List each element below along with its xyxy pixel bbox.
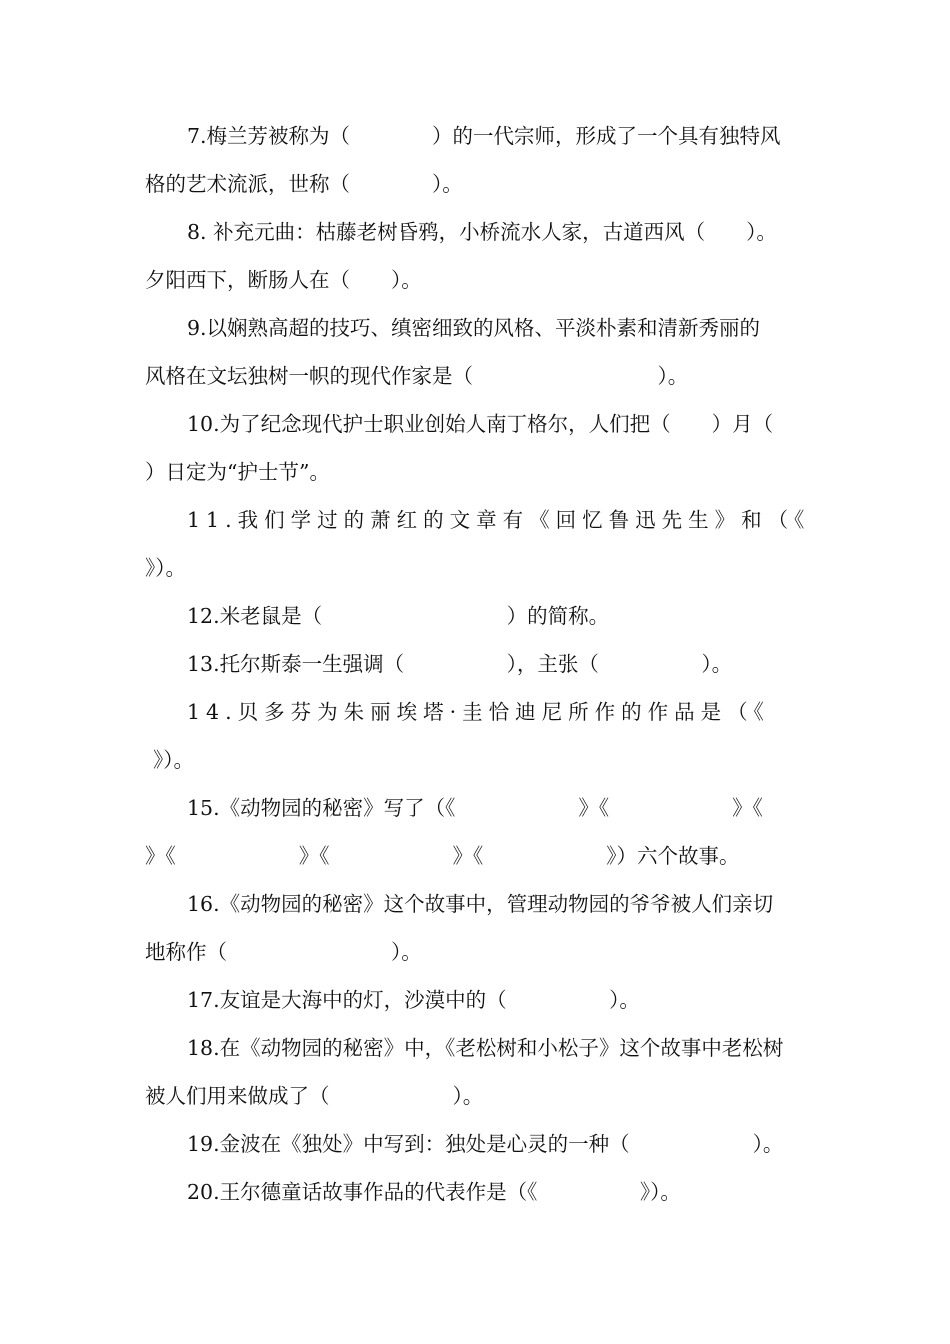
question-line: 11.我们学过的萧红的文章有《回忆鲁迅先生》和（《 — [187, 508, 810, 532]
question-line-continued: 地称作（ ）。 — [145, 940, 422, 964]
question-line-continued: 》）。 — [153, 748, 194, 772]
question-9 — [145, 304, 810, 400]
question-line-continued: 格的艺术流派，世称（ ）。 — [145, 172, 463, 196]
question-17 — [145, 976, 810, 1024]
question-line: 12.米老鼠是（ ）的简称。 — [187, 604, 610, 628]
question-line: 13.托尔斯泰一生强调（ ），主张（ ）。 — [187, 652, 733, 676]
question-16 — [145, 880, 810, 976]
question-line: 9.以娴熟高超的技巧、缜密细致的风格、平淡朴素和清新秀丽的 — [187, 316, 761, 340]
question-line: 20.王尔德童话故事作品的代表作是（《 》）。 — [187, 1180, 681, 1204]
question-line: 7.梅兰芳被称为（ ）的一代宗师，形成了一个具有独特风 — [187, 124, 781, 148]
question-7 — [145, 112, 810, 208]
question-line: 17.友谊是大海中的灯，沙漠中的（ ）。 — [187, 988, 640, 1012]
question-line-continued: 夕阳西下，断肠人在（ ）。 — [145, 268, 422, 292]
question-13 — [145, 640, 810, 688]
question-line: 16.《动物园的秘密》这个故事中，管理动物园的爷爷被人们亲切 — [187, 892, 774, 916]
question-20 — [145, 1168, 810, 1216]
question-line-continued: ）日定为“护士节”。 — [145, 460, 330, 484]
question-18 — [145, 1024, 810, 1120]
question-19 — [145, 1120, 810, 1168]
question-line-continued: 》《 》《 》《 》）六个故事。 — [145, 844, 740, 868]
question-8 — [145, 208, 810, 304]
question-11 — [145, 496, 810, 592]
question-12 — [145, 592, 810, 640]
question-line: 18.在《动物园的秘密》中，《老松树和小松子》这个故事中老松树 — [187, 1036, 784, 1060]
question-line: 19.金波在《独处》中写到：独处是心灵的一种（ ）。 — [187, 1132, 784, 1156]
question-line: 14.贝多芬为朱丽埃塔·圭恰迪尼所作的作品是（《 — [187, 700, 770, 724]
question-15 — [145, 784, 810, 880]
question-line: 10.为了纪念现代护士职业创始人南丁格尔，人们把（ ）月（ — [187, 412, 774, 436]
question-10 — [145, 400, 810, 496]
question-line-continued: 》）。 — [145, 556, 186, 580]
document-page — [145, 112, 810, 1216]
question-line: 15.《动物园的秘密》写了（《 》《 》《 — [187, 796, 763, 820]
question-14 — [145, 688, 810, 784]
question-line: 8. 补充元曲：枯藤老树昏鸦，小桥流水人家，古道西风（ ）。 — [187, 220, 777, 244]
question-line-continued: 风格在文坛独树一帜的现代作家是（ ）。 — [145, 364, 689, 388]
question-line-continued: 被人们用来做成了（ ）。 — [145, 1084, 484, 1108]
